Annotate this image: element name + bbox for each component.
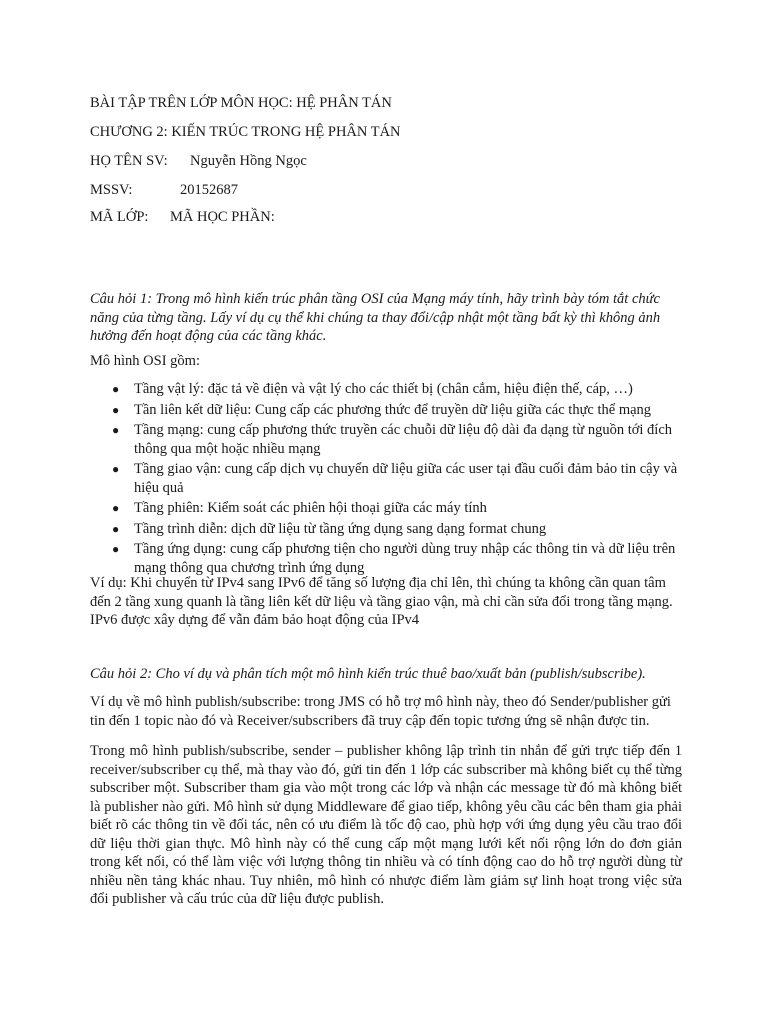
- class-course-row: [90, 208, 490, 226]
- bullet-icon: ●: [112, 402, 120, 417]
- student-id-label: MSSV:: [90, 182, 133, 198]
- osi-layer-list: [108, 380, 682, 579]
- question-1: Câu hỏi 1: Trong mô hình kiến trúc phân tầng OSI của Mạng máy tính, hãy trình bày tóm tắt chức năng của từng tầng. Lấy ví dụ cụ thể khi chúng ta thay đổi/cập nhật một tầng bất kỳ thì không ảnh hưởng đến hoạt động của các tầng khác.: [90, 291, 661, 344]
- bullet-icon: ●: [112, 521, 120, 536]
- list-item: ● Tầng giao vận: cung cấp dịch vụ chuyển dữ liệu giữa các user tại đầu cuối đảm bảo tin cậy và hiệu quả: [112, 461, 678, 496]
- student-id-value: 20152687: [180, 182, 238, 198]
- bullet-icon: ●: [112, 423, 120, 437]
- student-name-value: Nguyễn Hồng Ngọc: [190, 153, 307, 169]
- bullet-icon: ●: [112, 462, 120, 476]
- osi-example: Ví dụ: Khi chuyển từ IPv4 sang IPv6 để tăng số lượng địa chỉ lên, thì chúng ta không cần quan tâm đến 2 tầng xung quanh là tầng liên kết dữ liệu và tầng giao vận, mà chỉ cần sửa đổi trong tầng mạng. IPv6 được xây dựng để vẫn đảm bảo hoạt động của IPv4: [90, 575, 673, 628]
- course-title: BÀI TẬP TRÊN LỚP MÔN HỌC: HỆ PHÂN TÁN: [90, 95, 392, 111]
- osi-intro: Mô hình OSI gồm:: [90, 353, 200, 369]
- pubsub-example: Ví dụ về mô hình publish/subscribe: trong JMS có hỗ trợ mô hình này, theo đó Sender/publisher gửi tin đến 1 topic nào đó và Receiver/subscribers đã truy cập đến topic tương ứng sẽ nhận được tin.: [90, 694, 671, 729]
- bullet-icon: ●: [112, 501, 120, 515]
- class-code-label: MÃ LỚP:: [90, 209, 149, 225]
- course-code-label: MÃ HỌC PHẦN:: [170, 209, 275, 225]
- list-item: ● Tầng trình diễn: dịch dữ liệu từ tầng ứng dụng sang dạng format chung: [112, 520, 547, 537]
- list-item: ● Tầng mạng: cung cấp phương thức truyền các chuỗi dữ liệu độ dài đa dạng từ nguồn tới đích thông qua một hoặc nhiều mạng: [112, 422, 673, 457]
- list-item: ● Tần liên kết dữ liệu: Cung cấp các phương thức để truyền dữ liệu giữa các thực thể mạng: [112, 401, 652, 418]
- bullet-icon: ●: [112, 542, 120, 556]
- question-2: Câu hỏi 2: Cho ví dụ và phân tích một mô hình kiến trúc thuê bao/xuất bản (publish/subscribe).: [90, 666, 646, 682]
- student-name-row: [90, 152, 490, 170]
- pubsub-analysis: Trong mô hình publish/subscribe, sender – publisher không lập trình tin nhắn để gửi trực tiếp đến 1 receiver/subscriber cụ thể, mà thay vào đó, gửi tin đến 1 lớp các subscriber mà không biết cụ thể từng subscriber một. Subscriber tham gia vào một trong các lớp và nhận các message từ đó mà không biết là publisher nào gửi. Mô hình sử dụng Middleware để giao tiếp, không yêu cầu các bên tham gia phải biết rõ các thông tin về đối tác, nên có ưu điểm là tốc độ cao, phù hợp với ứng dụng yêu cầu trao đổi dữ liệu thời gian thực. Mô hình này có thể cung cấp một mạng lưới kết nối rộng lớn do đơn giản trong kết nối, có thể làm việc với lượng thông tin nhiều và có tính động cao do hỗ trợ người dùng từ nhiều nền tảng khác nhau. Tuy nhiên, mô hình có nhược điểm làm giảm sự linh hoạt trong việc sửa đổi publisher và cấu trúc của dữ liệu được publish.: [90, 743, 682, 907]
- student-name-label: HỌ TÊN SV:: [90, 153, 168, 169]
- chapter-title: CHƯƠNG 2: KIẾN TRÚC TRONG HỆ PHÂN TÁN: [90, 124, 401, 140]
- student-id-row: [90, 181, 490, 199]
- bullet-icon: ●: [112, 382, 120, 396]
- list-item: ● Tầng ứng dụng: cung cấp phương tiện cho người dùng truy nhập các thông tin và dữ liệu trên mạng thông qua chương trình ứng dụng: [112, 541, 676, 576]
- list-item: ● Tầng phiên: Kiểm soát các phiên hội thoại giữa các máy tính: [112, 500, 487, 516]
- list-item: ● Tầng vật lý: đặc tả về điện và vật lý cho các thiết bị (chân cắm, hiệu điện thế, cáp, …): [112, 381, 633, 397]
